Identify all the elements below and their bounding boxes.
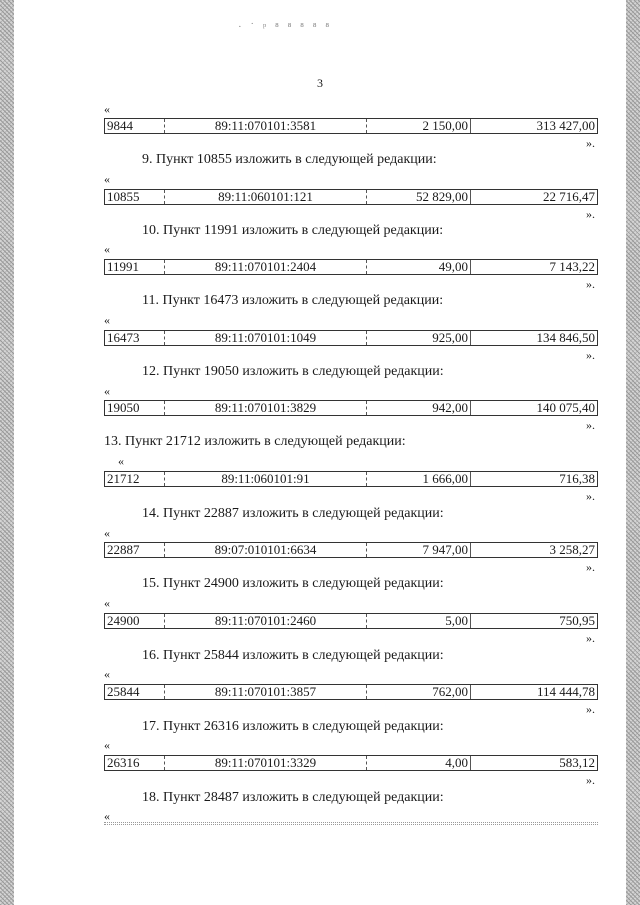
quote-close: ». (586, 631, 595, 645)
quote-open: « (104, 384, 110, 398)
paragraph-16: 16. Пункт 25844 изложить в следующей редакции: (142, 648, 444, 663)
cell-number: 22887 (105, 543, 165, 557)
cell-value: 583,12 (559, 756, 595, 770)
paragraph-14: 14. Пункт 22887 изложить в следующей редакции: (142, 506, 444, 521)
cell-cadastral: 89:11:060101:91 (165, 472, 367, 486)
quote-open: « (104, 596, 110, 610)
table-row (104, 118, 598, 134)
cell-cadastral: 89:11:070101:2404 (165, 260, 367, 274)
quote-close: ». (586, 560, 595, 574)
table-row (104, 542, 598, 558)
cell-value: 750,95 (559, 614, 595, 628)
cell-value: 3 258,27 (549, 543, 595, 557)
cell-cadastral: 89:11:070101:3581 (165, 119, 367, 133)
scan-mark: · ˙ ᵖ ⁸ ⁸ ⁸ ⁸ ⁸ (238, 21, 333, 33)
quote-close: ». (586, 489, 595, 503)
quote-open: « (104, 313, 110, 327)
cell-area: 4,00 (367, 756, 471, 770)
paragraph-18: 18. Пункт 28487 изложить в следующей редакции: (142, 790, 444, 805)
cell-cadastral: 89:11:060101:121 (165, 190, 367, 204)
table-row (104, 684, 598, 700)
cell-number: 9844 (105, 119, 165, 133)
cell-number: 10855 (105, 190, 165, 204)
quote-open: « (104, 102, 110, 116)
quote-close: ». (586, 207, 595, 221)
cell-number: 11991 (105, 260, 165, 274)
quote-open: « (104, 809, 110, 823)
cell-value: 114 444,78 (536, 685, 595, 699)
quote-open: « (104, 526, 110, 540)
cell-number: 24900 (105, 614, 165, 628)
table-row (104, 259, 598, 275)
quote-close: ». (586, 348, 595, 362)
cell-area: 1 666,00 (367, 472, 471, 486)
paragraph-11: 11. Пункт 16473 изложить в следующей редакции: (142, 293, 444, 308)
cell-area: 7 947,00 (367, 543, 471, 557)
scan-edge-right (626, 0, 640, 905)
cell-area: 49,00 (367, 260, 471, 274)
cell-value: 140 075,40 (536, 401, 595, 415)
page-number: 3 (317, 76, 323, 90)
cell-cadastral: 89:11:070101:3329 (165, 756, 367, 770)
table-row (104, 330, 598, 346)
cell-number: 19050 (105, 401, 165, 415)
cell-cadastral: 89:11:070101:2460 (165, 614, 367, 628)
paragraph-13: 13. Пункт 21712 изложить в следующей редакции: (104, 434, 406, 449)
quote-open: « (104, 172, 110, 186)
table-row (104, 400, 598, 416)
cell-number: 16473 (105, 331, 165, 345)
cell-area: 942,00 (367, 401, 471, 415)
paragraph-17: 17. Пункт 26316 изложить в следующей редакции: (142, 719, 444, 734)
paragraph-15: 15. Пункт 24900 изложить в следующей редакции: (142, 576, 444, 591)
quote-open: « (118, 454, 124, 468)
table-row-cut-off (104, 822, 598, 825)
cell-value: 7 143,22 (549, 260, 595, 274)
table-row (104, 471, 598, 487)
cell-area: 925,00 (367, 331, 471, 345)
quote-close: ». (586, 702, 595, 716)
quote-open: « (104, 738, 110, 752)
cell-number: 25844 (105, 685, 165, 699)
cell-number: 26316 (105, 756, 165, 770)
cell-value: 716,38 (559, 472, 595, 486)
cell-cadastral: 89:11:070101:3857 (165, 685, 367, 699)
cell-value: 22 716,47 (543, 190, 595, 204)
quote-close: ». (586, 418, 595, 432)
cell-cadastral: 89:07:010101:6634 (165, 543, 367, 557)
paragraph-12: 12. Пункт 19050 изложить в следующей редакции: (142, 364, 444, 379)
cell-area: 2 150,00 (367, 119, 471, 133)
quote-close: ». (586, 773, 595, 787)
paragraph-9: 9. Пункт 10855 изложить в следующей редакции: (142, 152, 437, 167)
scan-edge-left (0, 0, 14, 905)
quote-close: ». (586, 277, 595, 291)
cell-area: 52 829,00 (367, 190, 471, 204)
cell-cadastral: 89:11:070101:3829 (165, 401, 367, 415)
cell-area: 5,00 (367, 614, 471, 628)
table-row (104, 755, 598, 771)
cell-cadastral: 89:11:070101:1049 (165, 331, 367, 345)
quote-open: « (104, 242, 110, 256)
cell-number: 21712 (105, 472, 165, 486)
table-row (104, 613, 598, 629)
paragraph-10: 10. Пункт 11991 изложить в следующей редакции: (142, 223, 444, 238)
quote-open: « (104, 667, 110, 681)
cell-value: 313 427,00 (536, 119, 595, 133)
cell-value: 134 846,50 (536, 331, 595, 345)
table-row (104, 189, 598, 205)
cell-area: 762,00 (367, 685, 471, 699)
quote-close: ». (586, 136, 595, 150)
